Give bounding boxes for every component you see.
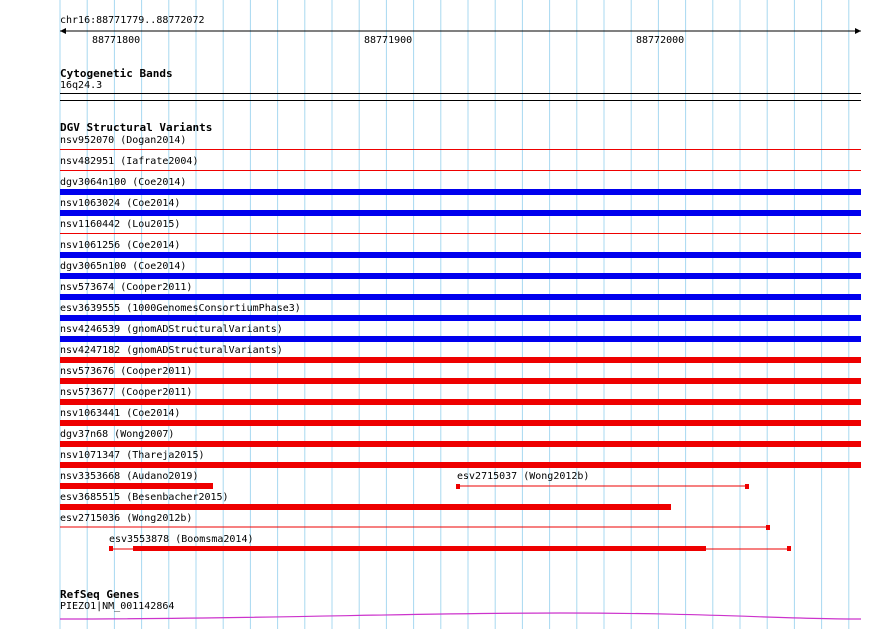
feature-bar-loss[interactable] (60, 462, 861, 468)
gene-label[interactable]: PIEZO1|NM_001142864 (60, 601, 175, 612)
feature-bar-loss[interactable] (60, 399, 861, 405)
cytoband-line[interactable] (60, 93, 861, 94)
feature-bar-loss[interactable] (60, 378, 861, 384)
feature-bar-gain[interactable] (60, 315, 861, 321)
cytoband-track-title: Cytogenetic Bands (60, 67, 173, 80)
feature-label[interactable]: esv2715036 (Wong2012b) (60, 513, 193, 524)
feature-label[interactable]: esv2715037 (Wong2012b) (457, 471, 590, 482)
feature-label[interactable]: nsv952070 (Dogan2014) (60, 135, 187, 146)
feature-label[interactable]: nsv482951 (Iafrate2004) (60, 156, 199, 167)
feature-span-loss[interactable] (106, 543, 794, 555)
feature-label[interactable]: nsv573677 (Cooper2011) (60, 387, 193, 398)
feature-bar-gain[interactable] (60, 336, 861, 342)
location-label: chr16:88771779..88772072 (60, 15, 205, 26)
gene-model[interactable] (60, 610, 861, 622)
feature-bar-gain[interactable] (60, 294, 861, 300)
feature-line-loss[interactable] (60, 233, 861, 234)
feature-bar-loss[interactable] (60, 420, 861, 426)
feature-label[interactable]: nsv3353668 (Audano2019) (60, 471, 199, 482)
feature-bar-loss[interactable] (60, 504, 671, 510)
ruler-tick-label: 88772000 (636, 35, 685, 46)
feature-label[interactable]: nsv1071347 (Thareja2015) (60, 450, 205, 461)
feature-bar-loss[interactable] (60, 357, 861, 363)
feature-label[interactable]: esv3639555 (1000GenomesConsortiumPhase3) (60, 303, 301, 314)
feature-span-loss[interactable] (455, 481, 751, 491)
feature-label[interactable]: nsv573674 (Cooper2011) (60, 282, 193, 293)
feature-label[interactable]: esv3553878 (Boomsma2014) (109, 534, 254, 545)
ruler-tick-label: 88771800 (92, 35, 141, 46)
feature-line-loss[interactable] (60, 149, 861, 150)
cytoband-label[interactable]: 16q24.3 (60, 80, 103, 91)
feature-label[interactable]: dgv3065n100 (Coe2014) (60, 261, 187, 272)
feature-span-loss[interactable] (58, 522, 774, 532)
feature-label[interactable]: nsv4246539 (gnomADStructuralVariants) (60, 324, 283, 335)
feature-label[interactable]: nsv4247182 (gnomADStructuralVariants) (60, 345, 283, 356)
feature-line-loss[interactable] (60, 170, 861, 171)
feature-label[interactable]: esv3685515 (Besenbacher2015) (60, 492, 229, 503)
feature-bar-gain[interactable] (60, 273, 861, 279)
track-divider (60, 100, 861, 101)
feature-label[interactable]: nsv1063024 (Coe2014) (60, 198, 181, 209)
feature-label[interactable]: dgv37n68 (Wong2007) (60, 429, 175, 440)
dgv-track-title: DGV Structural Variants (60, 121, 213, 134)
feature-label[interactable]: nsv573676 (Cooper2011) (60, 366, 193, 377)
ruler-right-arrow (855, 28, 861, 34)
feature-bar-loss[interactable] (60, 441, 861, 447)
feature-label[interactable]: nsv1061256 (Coe2014) (60, 240, 181, 251)
feature-bar-gain[interactable] (60, 252, 861, 258)
feature-label[interactable]: nsv1160442 (Lou2015) (60, 219, 181, 230)
feature-bar-loss[interactable] (60, 483, 213, 489)
feature-bar-gain[interactable] (60, 189, 861, 195)
feature-label[interactable]: dgv3064n100 (Coe2014) (60, 177, 187, 188)
refseq-track-title: RefSeq Genes (60, 588, 140, 601)
ruler-left-arrow (60, 28, 66, 34)
feature-label[interactable]: nsv1063441 (Coe2014) (60, 408, 181, 419)
feature-bar-gain[interactable] (60, 210, 861, 216)
ruler-tick-label: 88771900 (364, 35, 413, 46)
